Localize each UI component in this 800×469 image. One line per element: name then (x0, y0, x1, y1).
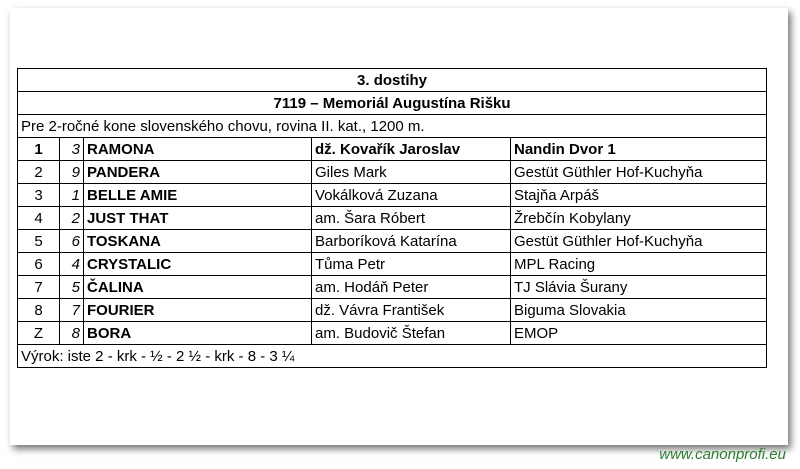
place-cell: 1 (18, 138, 60, 161)
owner-cell: TJ Slávia Šurany (511, 276, 767, 299)
jockey-cell: Tůma Petr (312, 253, 511, 276)
place-cell: 4 (18, 207, 60, 230)
result-row (18, 184, 767, 207)
place-cell: 3 (18, 184, 60, 207)
jockey-cell: dž. Kovařík Jaroslav (312, 138, 511, 161)
result-row (18, 230, 767, 253)
place-cell: 7 (18, 276, 60, 299)
result-row (18, 161, 767, 184)
race-number: 3. dostihy (18, 69, 767, 92)
race-conditions: Pre 2-ročné kone slovenského chovu, rovina II. kat., 1200 m. (18, 115, 767, 138)
result-row (18, 253, 767, 276)
jockey-cell: Giles Mark (312, 161, 511, 184)
jockey-cell: dž. Vávra František (312, 299, 511, 322)
result-row (18, 276, 767, 299)
start-number-cell: 3 (60, 138, 84, 161)
jockey-cell: Vokálková Zuzana (312, 184, 511, 207)
owner-cell: Biguma Slovakia (511, 299, 767, 322)
place-cell: Z (18, 322, 60, 345)
owner-cell: MPL Racing (511, 253, 767, 276)
jockey-cell: am. Budovič Štefan (312, 322, 511, 345)
start-number-cell: 4 (60, 253, 84, 276)
verdict-row (18, 345, 767, 368)
result-row (18, 299, 767, 322)
race-title: 7119 – Memoriál Augustína Rišku (18, 92, 767, 115)
race-title-row (18, 92, 767, 115)
horse-name-cell: JUST THAT (84, 207, 312, 230)
owner-cell: EMOP (511, 322, 767, 345)
place-cell: 2 (18, 161, 60, 184)
horse-name-cell: FOURIER (84, 299, 312, 322)
horse-name-cell: BORA (84, 322, 312, 345)
owner-cell: Gestüt Güthler Hof-Kuchyňa (511, 161, 767, 184)
start-number-cell: 7 (60, 299, 84, 322)
place-cell: 8 (18, 299, 60, 322)
jockey-cell: am. Hodáň Peter (312, 276, 511, 299)
horse-name-cell: BELLE AMIE (84, 184, 312, 207)
start-number-cell: 1 (60, 184, 84, 207)
horse-name-cell: RAMONA (84, 138, 312, 161)
result-row (18, 322, 767, 345)
horse-name-cell: PANDERA (84, 161, 312, 184)
jockey-cell: am. Šara Róbert (312, 207, 511, 230)
horse-name-cell: CRYSTALIC (84, 253, 312, 276)
start-number-cell: 5 (60, 276, 84, 299)
result-row (18, 138, 767, 161)
race-number-row (18, 69, 767, 92)
race-results-table (17, 68, 767, 368)
watermark: www.canonprofi.eu (659, 446, 786, 463)
result-row (18, 207, 767, 230)
owner-cell: Nandin Dvor 1 (511, 138, 767, 161)
owner-cell: Žrebčín Kobylany (511, 207, 767, 230)
start-number-cell: 8 (60, 322, 84, 345)
start-number-cell: 6 (60, 230, 84, 253)
place-cell: 6 (18, 253, 60, 276)
horse-name-cell: ČALINA (84, 276, 312, 299)
place-cell: 5 (18, 230, 60, 253)
race-verdict: Výrok: iste 2 - krk - ½ - 2 ½ - krk - 8 - 3 ¼ (18, 345, 767, 368)
jockey-cell: Barboríková Katarína (312, 230, 511, 253)
start-number-cell: 9 (60, 161, 84, 184)
start-number-cell: 2 (60, 207, 84, 230)
race-conditions-row (18, 115, 767, 138)
horse-name-cell: TOSKANA (84, 230, 312, 253)
owner-cell: Gestüt Güthler Hof-Kuchyňa (511, 230, 767, 253)
owner-cell: Stajňa Arpáš (511, 184, 767, 207)
